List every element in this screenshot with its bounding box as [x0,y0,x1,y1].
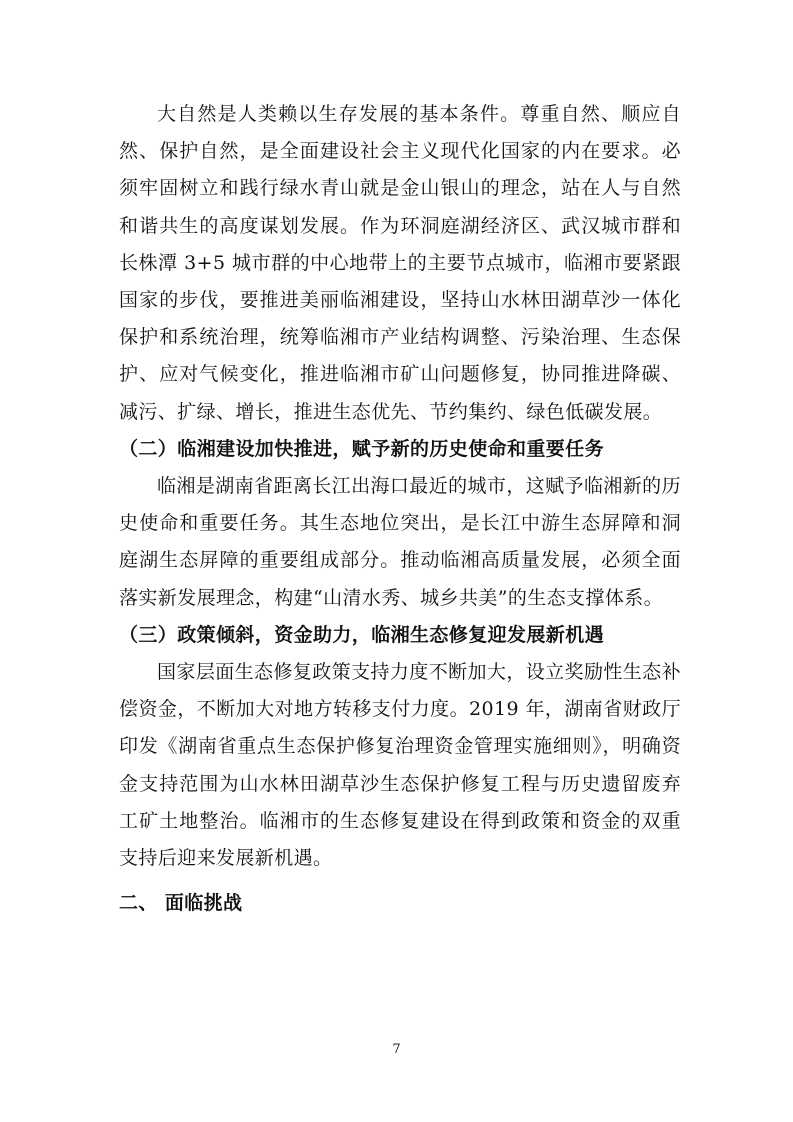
page-body [119,96,681,922]
section-heading-2: （二）临湘建设加快推进，赋予新的历史使命和重要任务 [119,437,605,460]
paragraph-natural-conditions: 大自然是人类赖以生存发展的基本条件。尊重自然、顺应自然、保护自然，是全面建设社会主义现代化国家的内在要求。必须牢固树立和践行绿水青山就是金山银山的理念，站在人与自然和谐共生的高度谋划发展。作为环洞庭湖经济区、武汉城市群和长株潭 3+5 城市群的中心地带上的主要节点城市，临湘市要紧跟国家的步伐，要推进美丽临湘建设，坚持山水林田湖草沙一体化保护和系统治理，统筹临湘市产业结构调整、污染治理、生态保护、应对气候变化，推进临湘市矿山问题修复，协同推进降碳、减污、扩绿、增长，推进生态优先、节约集约、绿色低碳发展。 [119,103,681,423]
paragraph-policy-funding: 国家层面生态修复政策支持力度不断加大，设立奖励性生态补偿资金，不断加大对地方转移支付力度。2019 年，湖南省财政厅印发《湖南省重点生态保护修复治理资金管理实施细则》，明确资金支持范围为山水林田湖草沙生态保护修复工程与历史遗留废弃工矿土地整治。临湘市的生态修复建设在得到政策和资金的双重支持后迎来发展新机遇。 [119,661,681,870]
page-number: 7 [392,1042,401,1057]
section-heading-3: （三）政策倾斜，资金助力，临湘生态修复迎发展新机遇 [119,623,605,646]
chapter-heading-challenges: 二、 面临挑战 [119,892,243,915]
paragraph-linxiang-mission: 临湘是湖南省距离长江出海口最近的城市，这赋予临湘新的历史使命和重要任务。其生态地位突出，是长江中游生态屏障和洞庭湖生态屏障的重要组成部分。推动临湘高质量发展，必须全面落实新发展理念，构建“山清水秀、城乡共美”的生态支撑体系。 [119,475,681,609]
